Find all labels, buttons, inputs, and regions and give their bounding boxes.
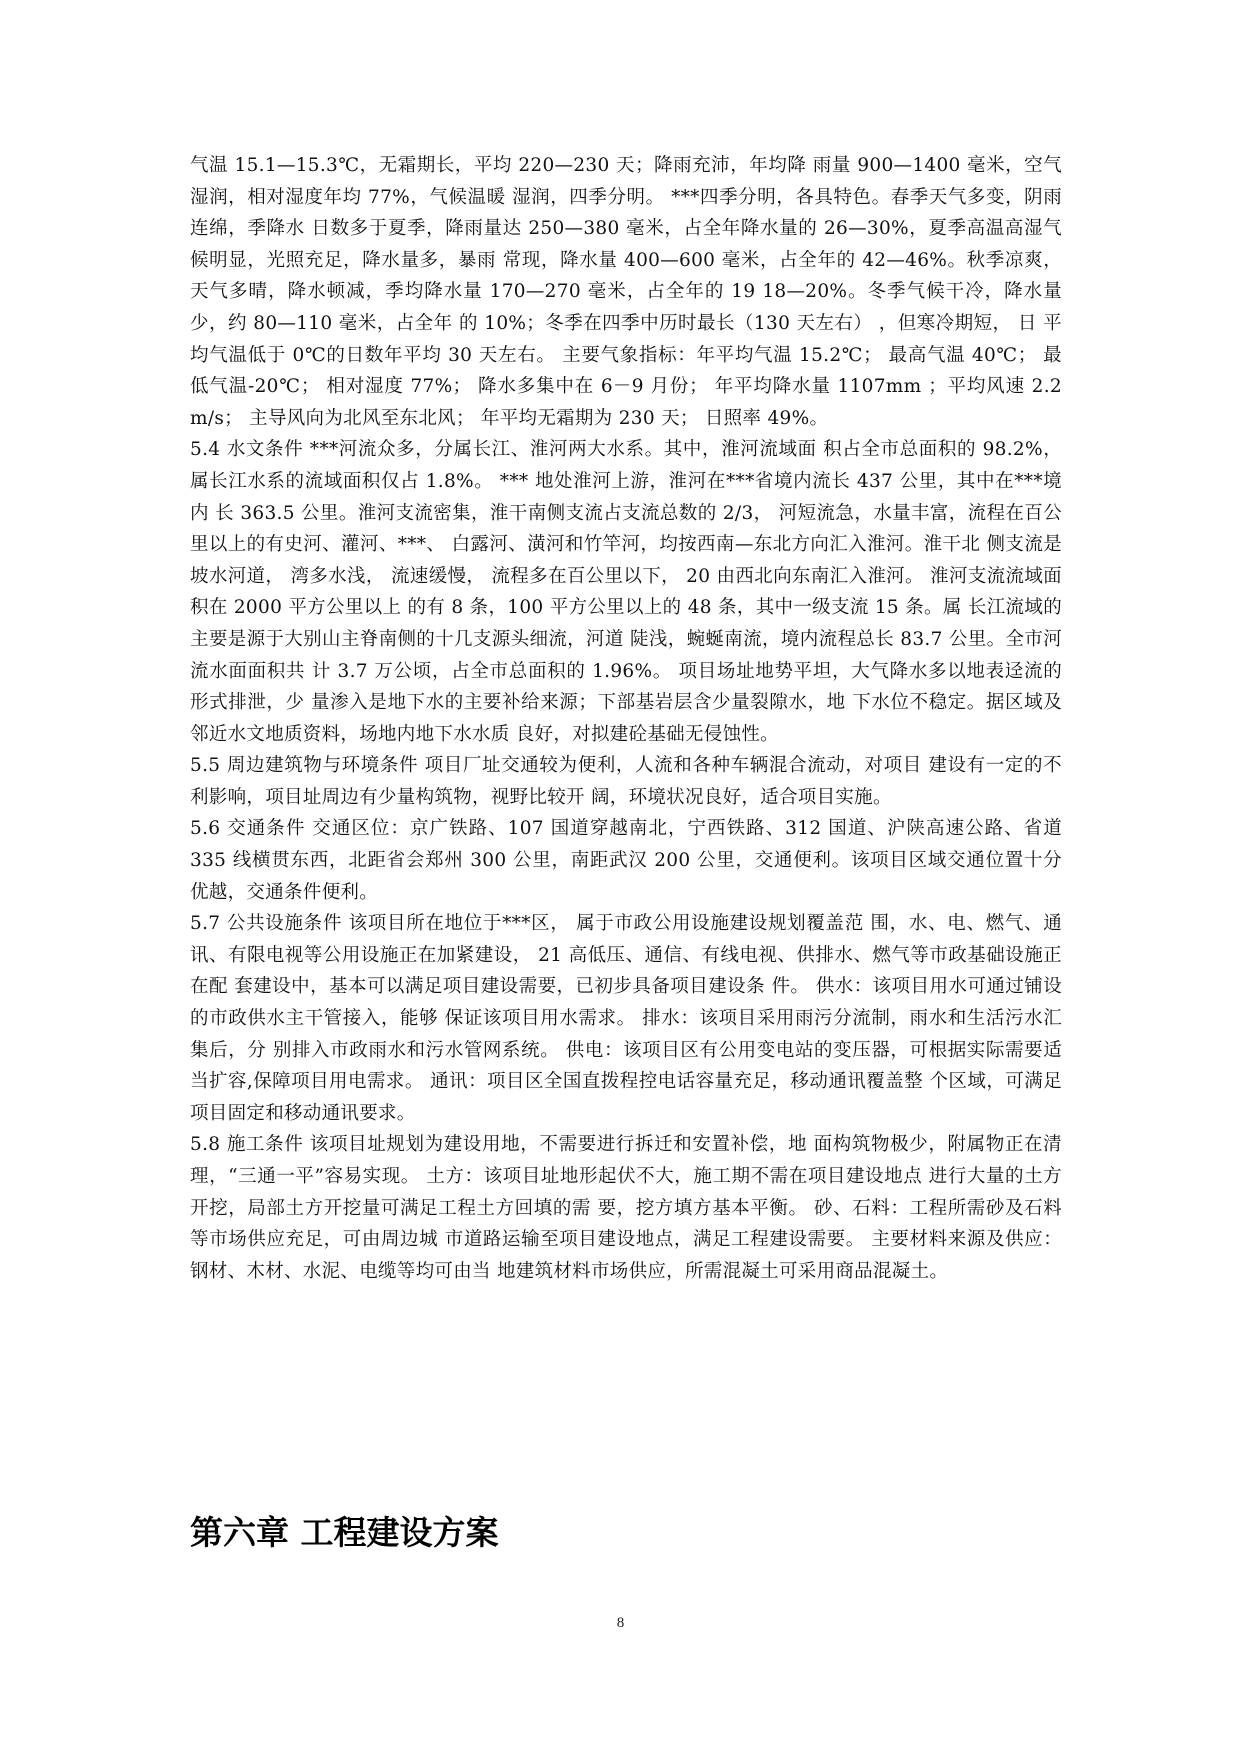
- page-number: 8: [616, 1615, 625, 1631]
- paragraph-hydrology: 5.4 水文条件 ***河流众多，分属长江、淮河两大水系。其中，淮河流域面 积占全市总面积的 98.2%， 属长江水系的流域面积仅占 1.8%。 *** 地处淮河上游，淮河在***省境内流长 437 公里，其中在***境内 长 363.5 公里。淮河支流密集，淮干南侧支流占支流总数的 2/3， 河短流急，水量丰富，流程在百公里以上的有史河、灌河、***、 白露河、潢河和竹竿河，均按西南—东北方向汇入淮河。淮干北 侧支流是坡水河道， 湾多水浅， 流速缓慢， 流程多在百公里以下， 20 由西北向东南汇入淮河。 淮河支流流域面积在 2000 平方公里以上 的有 8 条，100 平方公里以上的 48 条，其中一级支流 15 条。属 长江流域的主要是源于大别山主脊南侧的十几支源头细流，河道 陡浅，蜿蜒南流，境内流程总长 83.7 公里。全市河流水面面积共 计 3.7 万公顷，占全市总面积的 1.96%。 项目场址地势平坦，大气降水多以地表迳流的形式排泄，少 量渗入是地下水的主要补给来源；下部基岩层含少量裂隙水，地 下水位不稳定。据区域及邻近水文地质资料，场地内地下水水质 良好，对拟建砼基础无侵蚀性。: [190, 439, 1062, 745]
- chapter-title: 第六章 工程建设方案: [190, 1513, 499, 1552]
- paragraph-public-facilities: 5.7 公共设施条件 该项目所在地位于***区， 属于市政公用设施建设规划覆盖范 围，水、电、燃气、通讯、有限电视等公用设施正在加紧建设， 21 高低压、通信、有线电视、供排水、燃气等市政基础设施正在配 套建设中，基本可以满足项目建设需要，已初步具备项目建设条 件。 供水：该项目用水可通过铺设的市政供水主干管接入，能够 保证该项目用水需求。 排水：该项目采用雨污分流制，雨水和生活污水汇集后，分 别排入市政雨水和污水管网系统。 供电：该项目区有公用变电站的变压器，可根据实际需要适 当扩容,保障项目用电需求。 通讯：项目区全国直拨程控电话容量充足，移动通讯覆盖整 个区域，可满足项目固定和移动通讯要求。: [190, 913, 1062, 1124]
- paragraph-construction: 5.8 施工条件 该项目址规划为建设用地，不需要进行拆迁和安置补偿，地 面构筑物极少，附属物正在清理，“三通一平”容易实现。 土方：该项目址地形起伏不大，施工期不需在项目建设地点 进行大量的土方开挖，局部土方开挖量可满足工程土方回填的需 要，挖方填方基本平衡。 砂、石料：工程所需砂及石料等市场供应充足，可由周边城 市道路运输至项目建设地点，满足工程建设需要。 主要材料来源及供应：钢材、木材、水泥、电缆等均可由当 地建筑材料市场供应，所需混凝土可采用商品混凝土。: [190, 1134, 1062, 1282]
- body-text: [190, 150, 1062, 1287]
- paragraph-climate: 气温 15.1—15.3℃，无霜期长，平均 220—230 天；降雨充沛，年均降 雨量 900—1400 毫米，空气湿润，相对湿度年均 77%，气候温暖 湿润，四季分明。 ***四季分明，各具特色。春季天气多变，阴雨连绵，季降水 日数多于夏季，降雨量达 250—380 毫米，占全年降水量的 26—30%，夏季高温高湿气候明显，光照充足，降水量多，暴雨 常现，降水量 400—600 毫米，占全年的 42—46%。秋季凉爽， 天气多晴，降水顿减，季均降水量 170—270 毫米，占全年的 19 18—20%。冬季气候干冷，降水量少，约 80—110 毫米，占全年 的 10%；冬季在四季中历时最长（130 天左右） ，但寒冷期短， 日 平均气温低于 0℃的日数年平均 30 天左右。 主要气象指标：年平均气温 15.2℃； 最高气温 40℃； 最低气温-20℃； 相对湿度 77%； 降水多集中在 6－9 月份； 年平均降水量 1107mm ；平均风速 2.2 m/s； 主导风向为北风至东北风； 年平均无霜期为 230 天； 日照率 49%。: [190, 155, 1062, 429]
- paragraph-traffic: 5.6 交通条件 交通区位：京广铁路、107 国道穿越南北，宁西铁路、312 国道、沪陕高速公路、省道 335 线横贯东西，北距省会郑州 300 公里，南距武汉 200 公里，交通便利。该项目区域交通位置十分 优越，交通条件便利。: [190, 818, 1062, 903]
- paragraph-surroundings: 5.5 周边建筑物与环境条件 项目厂址交通较为便利，人流和各种车辆混合流动，对项目 建设有一定的不利影响，项目址周边有少量构筑物，视野比较开 阔，环境状况良好，适合项目实施。: [190, 755, 1062, 808]
